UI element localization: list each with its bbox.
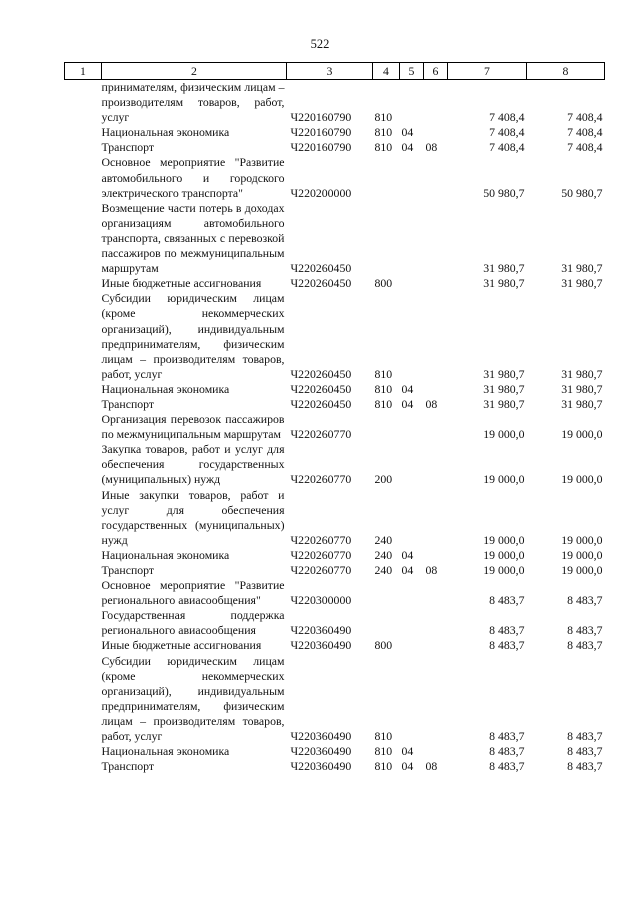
row-name: Транспорт xyxy=(101,396,155,411)
row-name: Национальная экономика xyxy=(101,547,230,562)
table-row xyxy=(65,638,605,653)
cell-empty xyxy=(65,759,102,774)
row-value-col8: 8 483,7 xyxy=(567,593,603,608)
row-value-col7: 50 980,7 xyxy=(483,185,525,200)
row-col5 xyxy=(400,442,424,487)
row-col4: 810 xyxy=(374,729,393,744)
header-col-4: 4 xyxy=(373,63,400,80)
cell-empty xyxy=(65,412,102,442)
cell-empty xyxy=(65,382,102,397)
row-code: Ч220360490 xyxy=(290,744,352,759)
row-code: Ч220260450 xyxy=(290,366,352,381)
row-col6: 08 xyxy=(425,759,438,774)
row-code: Ч220260770 xyxy=(290,427,352,442)
row-col5: 04 xyxy=(401,381,414,396)
row-code: Ч220260450 xyxy=(290,276,352,291)
row-value-col7: 8 483,7 xyxy=(489,638,525,653)
row-col4 xyxy=(373,412,400,442)
row-col4: 810 xyxy=(374,396,393,411)
row-col4: 240 xyxy=(374,563,393,577)
row-col5: 04 xyxy=(401,396,414,411)
row-col4 xyxy=(373,155,400,200)
cell-empty xyxy=(65,125,102,140)
row-name: Государственная поддержка регионального авиасообщения xyxy=(101,608,285,638)
row-col4: 800 xyxy=(374,276,393,291)
cell-empty xyxy=(65,291,102,382)
row-value-col8: 8 483,7 xyxy=(567,759,603,774)
row-col5 xyxy=(400,276,424,291)
header-col-5: 5 xyxy=(400,63,424,80)
row-name: Транспорт xyxy=(101,140,155,155)
row-value-col7: 31 980,7 xyxy=(483,366,525,381)
cell-empty xyxy=(65,155,102,200)
row-name: Возмещение части потерь в доходах организациям автомобильного транспорта, связанных с перевозкой пассажиров по межмуниципальным маршрутам xyxy=(101,200,285,276)
row-value-col7: 8 483,7 xyxy=(489,759,525,774)
row-code: Ч220260770 xyxy=(290,563,352,577)
row-name: Иные бюджетные ассигнования xyxy=(101,276,262,291)
row-col5 xyxy=(400,638,424,653)
header-col-3: 3 xyxy=(287,63,373,80)
row-name: Субсидии юридическим лицам (кроме некоммерческих организаций), индивидуальным предпринимателям, физическим лицам – производителям товаров, работ, услуг xyxy=(101,653,285,744)
table-row xyxy=(65,291,605,382)
row-name: Национальная экономика xyxy=(101,381,230,396)
row-col6: 08 xyxy=(425,396,438,411)
table-row xyxy=(65,654,605,745)
row-code: Ч220360490 xyxy=(290,638,352,653)
row-value-col8: 7 408,4 xyxy=(567,140,603,155)
row-col6 xyxy=(424,488,448,548)
row-name: Транспорт xyxy=(101,563,155,577)
row-col5 xyxy=(400,291,424,382)
table-row xyxy=(65,140,605,155)
row-col5 xyxy=(400,412,424,442)
page-number: 522 xyxy=(310,37,330,51)
table-row xyxy=(65,578,605,608)
row-value-col7: 19 000,0 xyxy=(483,563,525,577)
table-body xyxy=(65,80,605,775)
table-row xyxy=(65,744,605,759)
row-col5 xyxy=(400,578,424,608)
row-value-col7: 31 980,7 xyxy=(483,381,525,396)
row-col4 xyxy=(373,201,400,276)
row-value-col7: 31 980,7 xyxy=(483,276,525,291)
row-code: Ч220260450 xyxy=(290,261,352,276)
cell-empty xyxy=(65,80,102,126)
row-col6 xyxy=(424,608,448,638)
row-col5 xyxy=(400,201,424,276)
row-col6 xyxy=(424,155,448,200)
table-row xyxy=(65,155,605,200)
row-col5 xyxy=(400,488,424,548)
row-col5 xyxy=(400,155,424,200)
row-col5: 04 xyxy=(401,125,414,140)
row-code: Ч220360490 xyxy=(290,729,352,744)
cell-empty xyxy=(65,744,102,759)
table-row xyxy=(65,412,605,442)
row-value-col8: 31 980,7 xyxy=(561,366,603,381)
row-col4: 800 xyxy=(374,638,393,653)
row-value-col8: 19 000,0 xyxy=(561,547,603,562)
row-col6 xyxy=(424,201,448,276)
row-col4: 810 xyxy=(374,381,393,396)
header-col-8: 8 xyxy=(527,63,605,80)
row-col6: 08 xyxy=(425,563,438,577)
cell-empty xyxy=(65,563,102,578)
row-col6 xyxy=(424,412,448,442)
row-col5: 04 xyxy=(401,759,414,774)
table-row xyxy=(65,201,605,276)
row-col5: 04 xyxy=(401,744,414,759)
row-value-col8: 8 483,7 xyxy=(567,638,603,653)
row-col5 xyxy=(400,608,424,638)
row-value-col7: 7 408,4 xyxy=(489,140,525,155)
row-code: Ч220260450 xyxy=(290,381,352,396)
table-header xyxy=(65,63,605,80)
table-row xyxy=(65,608,605,638)
row-value-col8: 8 483,7 xyxy=(567,623,603,638)
cell-empty xyxy=(65,140,102,155)
row-name: Национальная экономика xyxy=(101,744,230,759)
row-value-col7: 19 000,0 xyxy=(483,547,525,562)
table-row xyxy=(65,397,605,412)
row-value-col8: 50 980,7 xyxy=(561,185,603,200)
row-value-col7: 8 483,7 xyxy=(489,593,525,608)
row-value-col8: 19 000,0 xyxy=(561,563,603,577)
table-row xyxy=(65,382,605,397)
row-code: Ч220360490 xyxy=(290,759,352,774)
header-col-6: 6 xyxy=(424,63,448,80)
row-value-col8: 7 408,4 xyxy=(567,110,603,125)
budget-table xyxy=(64,62,605,774)
table-row xyxy=(65,563,605,578)
table-row xyxy=(65,488,605,548)
row-col6 xyxy=(424,442,448,487)
row-col4: 810 xyxy=(374,759,393,774)
row-value-col7: 8 483,7 xyxy=(489,729,525,744)
table-row xyxy=(65,759,605,774)
row-name: Закупка товаров, работ и услуг для обеспечения государственных (муниципальных) нужд xyxy=(101,442,285,487)
row-code: Ч220160790 xyxy=(290,125,352,140)
row-name: Транспорт xyxy=(101,759,155,774)
row-code: Ч220260770 xyxy=(290,547,352,562)
row-name: Основное мероприятие "Развитие регионального авиасообщения" xyxy=(101,578,285,608)
row-value-col8: 8 483,7 xyxy=(567,729,603,744)
row-col6: 08 xyxy=(425,140,438,155)
row-col4: 240 xyxy=(374,547,393,562)
cell-empty xyxy=(65,397,102,412)
row-value-col7: 19 000,0 xyxy=(483,427,525,442)
cell-empty xyxy=(65,638,102,653)
row-value-col7: 8 483,7 xyxy=(489,744,525,759)
row-col4: 810 xyxy=(374,366,393,381)
row-value-col8: 19 000,0 xyxy=(561,427,603,442)
cell-empty xyxy=(65,201,102,276)
header-col-1: 1 xyxy=(65,63,102,80)
row-col4: 810 xyxy=(374,140,393,155)
table-row xyxy=(65,125,605,140)
row-code: Ч220300000 xyxy=(290,593,352,608)
cell-empty xyxy=(65,442,102,487)
row-col4: 240 xyxy=(374,532,393,547)
table-row xyxy=(65,276,605,291)
cell-empty xyxy=(65,654,102,745)
row-value-col7: 8 483,7 xyxy=(489,623,525,638)
row-col6 xyxy=(424,80,448,126)
row-col6 xyxy=(424,382,448,397)
row-col4 xyxy=(373,608,400,638)
row-name: Основное мероприятие "Развитие автомобильного и городского электрического транспорта" xyxy=(101,155,285,200)
row-col4: 810 xyxy=(374,125,393,140)
row-value-col8: 19 000,0 xyxy=(561,532,603,547)
row-name: Субсидии юридическим лицам (кроме некоммерческих организаций), индивидуальным предпринимателям, физическим лицам – производителям товаров, работ, услуг xyxy=(101,291,285,381)
row-col6 xyxy=(424,291,448,382)
cell-empty xyxy=(65,608,102,638)
row-value-col7: 31 980,7 xyxy=(483,261,525,276)
row-col5 xyxy=(400,80,424,126)
row-name: принимателям, физическим лицам – производителям товаров, работ, услуг xyxy=(101,80,285,125)
row-name: Национальная экономика xyxy=(101,125,230,140)
row-code: Ч220200000 xyxy=(290,185,352,200)
row-value-col7: 7 408,4 xyxy=(489,110,525,125)
row-col4: 200 xyxy=(374,472,393,487)
row-name: Иные закупки товаров, работ и услуг для обеспечения государственных (муниципальных) нужд xyxy=(101,487,285,547)
row-value-col8: 31 980,7 xyxy=(561,396,603,411)
row-col6 xyxy=(424,548,448,563)
table-row xyxy=(65,80,605,126)
cell-empty xyxy=(65,578,102,608)
cell-empty xyxy=(65,548,102,563)
row-col6 xyxy=(424,654,448,745)
row-col6 xyxy=(424,125,448,140)
row-code: Ч220260770 xyxy=(290,472,352,487)
row-value-col8: 31 980,7 xyxy=(561,381,603,396)
row-col6 xyxy=(424,638,448,653)
row-col6 xyxy=(424,744,448,759)
row-col4 xyxy=(373,578,400,608)
row-value-col8: 8 483,7 xyxy=(567,744,603,759)
row-code: Ч220360490 xyxy=(290,623,352,638)
row-col6 xyxy=(424,578,448,608)
row-value-col8: 7 408,4 xyxy=(567,125,603,140)
table-row xyxy=(65,442,605,487)
row-value-col7: 7 408,4 xyxy=(489,125,525,140)
row-col5: 04 xyxy=(401,547,414,562)
row-value-col7: 19 000,0 xyxy=(483,472,525,487)
row-value-col8: 31 980,7 xyxy=(561,276,603,291)
row-value-col7: 19 000,0 xyxy=(483,532,525,547)
row-code: Ч220160790 xyxy=(290,140,352,155)
row-col5: 04 xyxy=(401,140,414,155)
row-col5: 04 xyxy=(401,563,414,577)
row-code: Ч220260450 xyxy=(290,396,352,411)
table-row xyxy=(65,548,605,563)
row-value-col8: 19 000,0 xyxy=(561,472,603,487)
row-name: Организация перевозок пассажиров по межмуниципальным маршрутам xyxy=(101,412,285,442)
row-code: Ч220160790 xyxy=(290,110,352,125)
header-col-7: 7 xyxy=(448,63,527,80)
row-code: Ч220260770 xyxy=(290,532,352,547)
row-value-col7: 31 980,7 xyxy=(483,396,525,411)
header-col-2: 2 xyxy=(102,63,287,80)
row-col4: 810 xyxy=(374,744,393,759)
row-value-col8: 31 980,7 xyxy=(561,261,603,276)
row-col4: 810 xyxy=(374,110,393,125)
cell-empty xyxy=(65,276,102,291)
row-col6 xyxy=(424,276,448,291)
cell-empty xyxy=(65,488,102,548)
row-name: Иные бюджетные ассигнования xyxy=(101,638,262,653)
row-col5 xyxy=(400,654,424,745)
